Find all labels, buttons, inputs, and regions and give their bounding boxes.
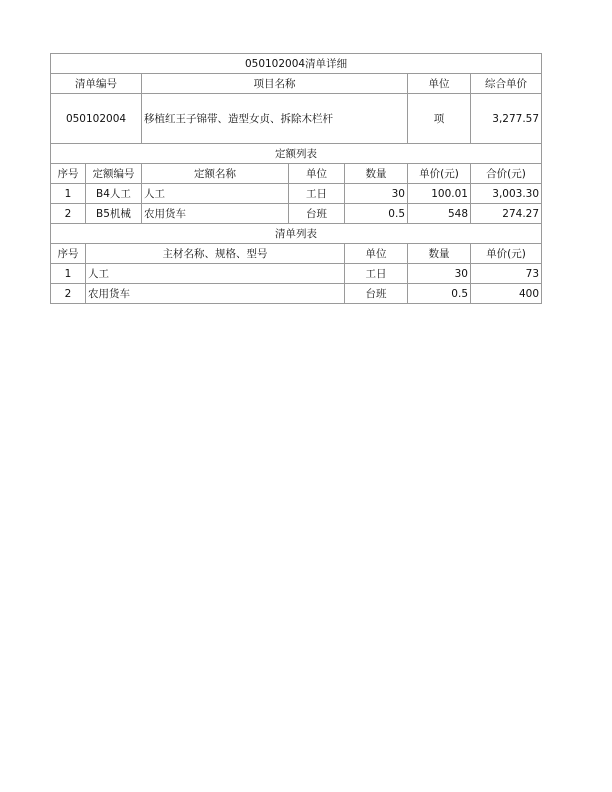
quota-quantity: 30	[345, 184, 408, 204]
quota-header-row	[51, 164, 542, 184]
material-quantity: 0.5	[408, 284, 471, 304]
bill-code-header: 清单编号	[51, 74, 142, 94]
material-header-cell: 主材名称、规格、型号	[86, 244, 345, 264]
material-index: 1	[51, 264, 86, 284]
quota-header-cell: 定额编号	[86, 164, 142, 184]
quota-index: 2	[51, 204, 86, 224]
table-title: 050102004清单详细	[51, 54, 542, 74]
material-section-title: 清单列表	[51, 224, 542, 244]
quota-name: 人工	[142, 184, 289, 204]
quota-code: B5机械	[86, 204, 142, 224]
quota-header-cell: 数量	[345, 164, 408, 184]
bill-detail-table	[50, 53, 542, 304]
table-row	[51, 264, 542, 284]
table-row	[51, 204, 542, 224]
title-row	[51, 54, 542, 74]
material-unit: 工日	[345, 264, 408, 284]
quota-header-cell: 合价(元)	[471, 164, 542, 184]
quota-unit: 工日	[289, 184, 345, 204]
quota-total: 274.27	[471, 204, 542, 224]
bill-code: 050102004	[51, 94, 142, 144]
quota-section-title: 定额列表	[51, 144, 542, 164]
table-row	[51, 284, 542, 304]
quota-unit-price: 100.01	[408, 184, 471, 204]
quota-total: 3,003.30	[471, 184, 542, 204]
bill-name: 移植红王子锦带、造型女贞、拆除木栏杆	[142, 94, 408, 144]
bill-price: 3,277.57	[471, 94, 542, 144]
table-row	[51, 184, 542, 204]
bill-unit-header: 单位	[408, 74, 471, 94]
quota-code: B4人工	[86, 184, 142, 204]
material-header-row	[51, 244, 542, 264]
bill-price-header: 综合单价	[471, 74, 542, 94]
material-unit-price: 73	[471, 264, 542, 284]
bill-name-header: 项目名称	[142, 74, 408, 94]
bill-header-row	[51, 74, 542, 94]
bill-unit: 项	[408, 94, 471, 144]
quota-quantity: 0.5	[345, 204, 408, 224]
quota-header-cell: 单价(元)	[408, 164, 471, 184]
material-quantity: 30	[408, 264, 471, 284]
material-header-cell: 序号	[51, 244, 86, 264]
quota-header-cell: 定额名称	[142, 164, 289, 184]
material-section-row	[51, 224, 542, 244]
material-unit-price: 400	[471, 284, 542, 304]
material-name: 农用货车	[86, 284, 345, 304]
quota-header-cell: 单位	[289, 164, 345, 184]
quota-name: 农用货车	[142, 204, 289, 224]
material-header-cell: 单价(元)	[471, 244, 542, 264]
quota-unit-price: 548	[408, 204, 471, 224]
material-index: 2	[51, 284, 86, 304]
quota-index: 1	[51, 184, 86, 204]
material-header-cell: 数量	[408, 244, 471, 264]
quota-unit: 台班	[289, 204, 345, 224]
bill-row	[51, 94, 542, 144]
material-header-cell: 单位	[345, 244, 408, 264]
quota-header-cell: 序号	[51, 164, 86, 184]
quota-section-row	[51, 144, 542, 164]
material-unit: 台班	[345, 284, 408, 304]
material-name: 人工	[86, 264, 345, 284]
